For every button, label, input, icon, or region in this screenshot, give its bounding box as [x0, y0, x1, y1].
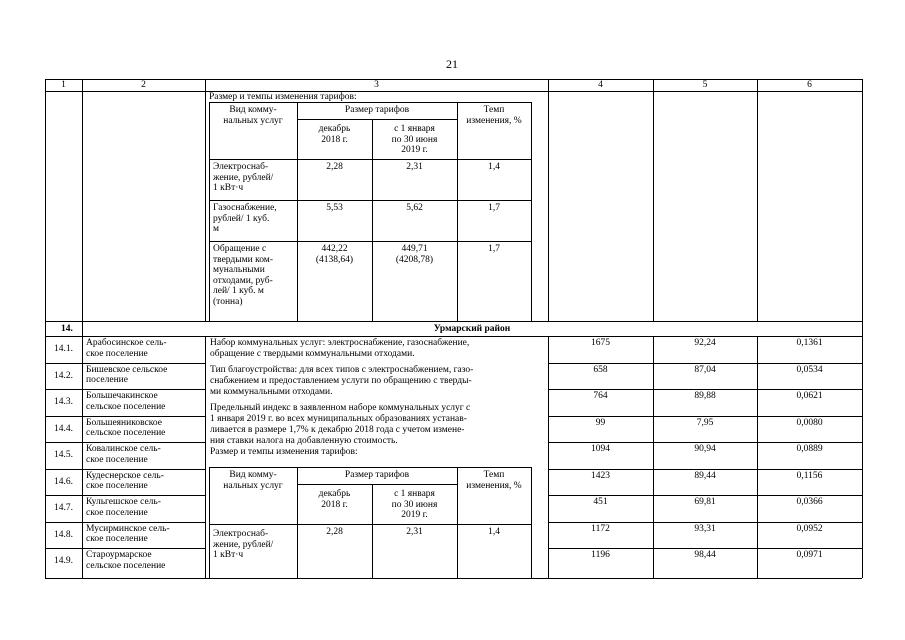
- inner-service: Электроснаб- жение, рублей/ 1 кВт·ч: [213, 529, 274, 561]
- settlement-name: Кульгешское сель- ское поселение: [86, 497, 161, 518]
- value-col5: 98,44: [694, 550, 716, 560]
- row-divider: [548, 548, 862, 549]
- merged-text-line: снабжением и предоставлением услуги по обращению с тверды-: [210, 376, 472, 386]
- merged-text-line: Размер и темпы изменения тарифов:: [210, 447, 358, 457]
- row-number: 14.9.: [54, 556, 73, 566]
- merged-text-line: ния ставки налога на добавленную стоимость.: [210, 436, 398, 446]
- column-divider: [757, 79, 758, 321]
- row-divider: [548, 442, 862, 443]
- settlement-name: Мусирминское сель- ское поселение: [86, 523, 170, 545]
- inner-header-service: Вид комму- нальных услуг: [223, 470, 283, 491]
- inner-value-january: 5,62: [406, 203, 423, 213]
- section-title: Урмарский район: [433, 324, 511, 334]
- table-bottom-border: [45, 578, 862, 579]
- value-col5: 93,31: [694, 523, 716, 534]
- inner-table-border: [531, 102, 532, 321]
- inner-value-december: 5,53: [326, 203, 343, 213]
- row-number: 14.1.: [54, 344, 73, 354]
- settlement-name: Бишевское сельское поселение: [86, 364, 168, 386]
- column-number: 3: [374, 80, 379, 90]
- value-col4: 99: [595, 417, 606, 428]
- value-col6: 0,0889: [796, 444, 823, 454]
- column-divider: [205, 79, 206, 321]
- section-number: 14.: [61, 324, 73, 334]
- row-number: 14.7.: [54, 503, 73, 513]
- inner-service: Электроснаб- жение, рублей/ 1 кВт·ч: [213, 162, 274, 194]
- column-divider: [82, 79, 83, 321]
- column-number: 6: [807, 80, 812, 90]
- inner-table-border: [209, 102, 210, 321]
- inner-header-january: с 1 января по 30 июня 2019 г.: [391, 489, 438, 521]
- column-number: 5: [702, 80, 708, 90]
- column-divider: [205, 336, 206, 578]
- row-number: 14.4.: [54, 423, 73, 434]
- merged-text-line: обращение с твердыми коммунальными отходами.: [210, 349, 415, 359]
- inner-table-border: [297, 467, 298, 578]
- value-col6: 0,1361: [796, 338, 823, 348]
- inner-header-december: декабрь 2018 г.: [318, 489, 351, 510]
- inner-value-january: 2,31: [406, 162, 423, 172]
- value-col4: 451: [593, 497, 608, 507]
- settlement-name: Кудеснерское сель- ское поселение: [86, 470, 164, 492]
- inner-header-december: декабрь 2018 г.: [318, 124, 351, 145]
- inner-header-service: Вид комму- нальных услуг: [223, 105, 283, 126]
- value-col4: 1172: [591, 523, 610, 534]
- value-col5: 89,88: [694, 391, 716, 401]
- row-number: 14.6.: [54, 476, 73, 487]
- row-divider: [548, 389, 862, 390]
- value-col5: 69,81: [694, 497, 716, 507]
- merged-text-line: ливается в размере 1,7% к декабрю 2018 года с учетом измене-: [210, 425, 465, 435]
- value-col6: 0,0621: [796, 391, 823, 401]
- value-col6: 0,0366: [796, 497, 823, 507]
- inner-table-border: [209, 524, 531, 525]
- settlement-name: Ковалинское сель- ское поселение: [86, 444, 161, 465]
- inner-header-rate: Темп изменения, %: [466, 105, 522, 126]
- header-bottom-border: [45, 91, 862, 92]
- merged-text-line: 1 января 2019 г. во всех муниципальных образованиях устанав-: [210, 414, 467, 424]
- row-number: 14.5.: [54, 450, 73, 460]
- inner-table-border: [209, 241, 531, 242]
- value-col4: 658: [593, 364, 608, 375]
- value-col5: 90,94: [694, 444, 716, 454]
- value-col4: 764: [593, 391, 608, 401]
- column-number: 4: [598, 80, 603, 90]
- value-col5: 87,04: [694, 364, 716, 375]
- column-number: 2: [141, 80, 146, 90]
- row-divider: [45, 389, 205, 390]
- table-side-border: [862, 79, 863, 578]
- inner-value-rate: 1,7: [488, 244, 500, 254]
- inner-value-january: 449,71 (4208,78): [395, 244, 434, 265]
- merged-text-line: Предельный индекс в заявленном наборе коммунальных услуг с: [210, 403, 471, 413]
- tariff-heading: Размер и темпы изменения тарифов:: [209, 92, 357, 102]
- settlement-name: Большечакинское сельское поселение: [86, 391, 166, 412]
- inner-table-border: [297, 484, 457, 485]
- value-col5: 7,95: [696, 417, 714, 428]
- inner-value-december: 2,28: [326, 527, 343, 537]
- column-number: 1: [61, 80, 66, 90]
- column-divider: [548, 79, 549, 321]
- row-divider: [45, 442, 205, 443]
- value-col5: 89,44: [694, 470, 716, 481]
- column-divider: [82, 336, 83, 578]
- value-col4: 1675: [591, 338, 610, 348]
- inner-header-january: с 1 января по 30 июня 2019 г.: [391, 124, 438, 156]
- inner-header-size: Размер тарифов: [344, 105, 410, 115]
- inner-table-border: [209, 467, 531, 468]
- merged-text-line: ми коммунальными отходами.: [210, 387, 333, 397]
- inner-value-january: 2,31: [406, 527, 423, 537]
- value-col4: 1196: [591, 550, 610, 560]
- settlement-name: Большеяниковское сельское поселение: [86, 417, 166, 439]
- inner-header-size: Размер тарифов: [344, 470, 410, 480]
- inner-value-rate: 1,4: [488, 162, 500, 172]
- row-number: 14.3.: [54, 397, 73, 407]
- inner-value-december: 2,28: [326, 162, 343, 172]
- inner-table-border: [209, 200, 531, 201]
- inner-value-rate: 1,4: [488, 527, 500, 537]
- value-col5: 92,24: [694, 338, 716, 348]
- merged-text-line: Набор коммунальных услуг: электроснабжение, газоснабжение,: [210, 338, 470, 348]
- settlement-name: Староурмарское сельское поселение: [86, 550, 166, 571]
- inner-table-border: [209, 159, 531, 160]
- column-divider: [653, 79, 654, 321]
- settlement-name: Арабосинское сель- ское поселение: [86, 338, 167, 359]
- row-divider: [548, 495, 862, 496]
- row-divider: [45, 548, 205, 549]
- value-col6: 0,1156: [796, 470, 823, 481]
- row-number: 14.2.: [54, 370, 73, 381]
- inner-value-december: 442,22 (4138,64): [315, 244, 354, 265]
- inner-header-rate: Темп изменения, %: [466, 470, 522, 491]
- inner-value-rate: 1,7: [488, 203, 500, 213]
- value-col6: 0,0534: [796, 364, 823, 375]
- value-col4: 1094: [591, 444, 610, 454]
- value-col6: 0,0080: [796, 417, 823, 428]
- merged-text-line: Тип благоустройства: для всех типов с электроснабжением, газо-: [210, 365, 474, 375]
- row-number: 14.8.: [54, 529, 73, 540]
- page-number: 21: [446, 57, 458, 71]
- value-col6: 0,0952: [796, 523, 823, 534]
- section-top-border: [45, 321, 862, 322]
- inner-service: Газоснабжение, рублей/ 1 куб. м: [213, 203, 277, 235]
- inner-table-border: [297, 119, 457, 120]
- value-col6: 0,0971: [796, 550, 823, 560]
- inner-table-border: [531, 467, 532, 578]
- inner-table-border: [209, 102, 531, 103]
- inner-service: Обращение с твердыми ком- мунальными отходами, руб- лей/ 1 куб. м (тонна): [213, 244, 273, 307]
- value-col4: 1423: [591, 470, 610, 481]
- row-divider: [45, 495, 205, 496]
- section-bottom-border: [45, 336, 862, 337]
